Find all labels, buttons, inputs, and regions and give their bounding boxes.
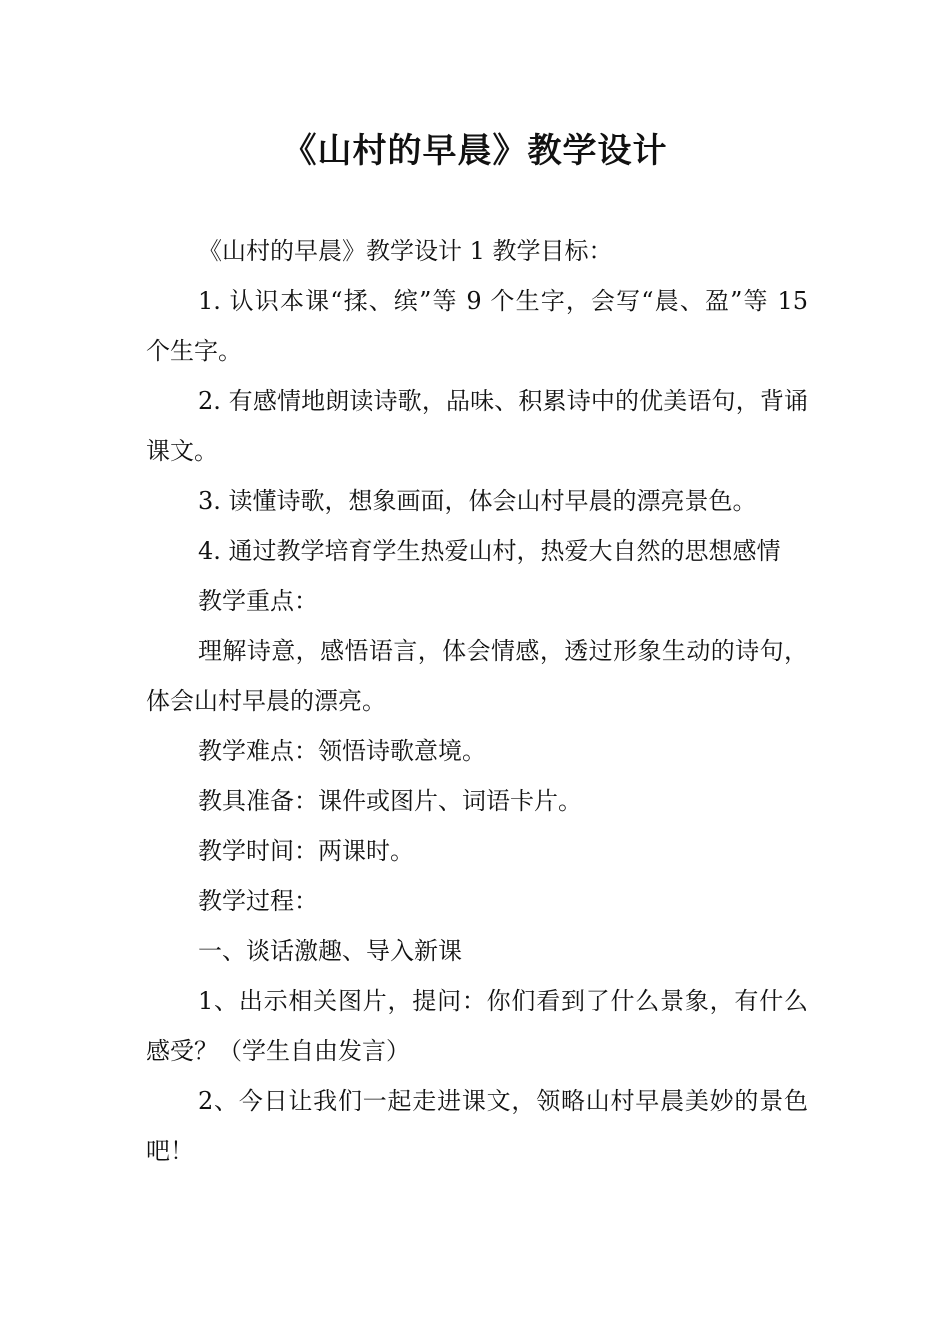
- paragraph-time: 教学时间：两课时。: [198, 837, 414, 865]
- paragraph-intro: 《山村的早晨》教学设计 1 教学目标：: [198, 237, 613, 265]
- document-body: [146, 226, 808, 1176]
- paragraph-objective-3: 3. 读懂诗歌，想象画面，体会山村早晨的漂亮景色。: [198, 487, 757, 515]
- paragraph-key-points: 理解诗意，感悟语言，体会情感，透过形象生动的诗句，体会山村早晨的漂亮。: [146, 637, 808, 715]
- paragraph-difficulties: 教学难点：领悟诗歌意境。: [198, 737, 486, 765]
- paragraph-key-points-heading: 教学重点：: [198, 587, 318, 615]
- paragraph-step-2: 2、今日让我们一起走进课文，领略山村早晨美妙的景色吧！: [146, 1087, 808, 1165]
- paragraph-step-1: 1、出示相关图片，提问：你们看到了什么景象，有什么感受？（学生自由发言）: [146, 987, 808, 1065]
- paragraph-process-heading: 教学过程：: [198, 887, 318, 915]
- paragraph-objective-1: 1. 认识本课“揉、缤”等 9 个生字，会写“晨、盈”等 15 个生字。: [146, 287, 808, 365]
- paragraph-objective-2: 2. 有感情地朗读诗歌，品味、积累诗中的优美语句，背诵课文。: [146, 387, 808, 465]
- paragraph-materials: 教具准备：课件或图片、词语卡片。: [198, 787, 582, 815]
- document-title: 《山村的早晨》教学设计: [282, 131, 668, 171]
- paragraph-section-1-heading: 一、谈话激趣、导入新课: [198, 937, 462, 965]
- paragraph-objective-4: 4. 通过教学培育学生热爱山村，热爱大自然的思想感情: [198, 537, 781, 565]
